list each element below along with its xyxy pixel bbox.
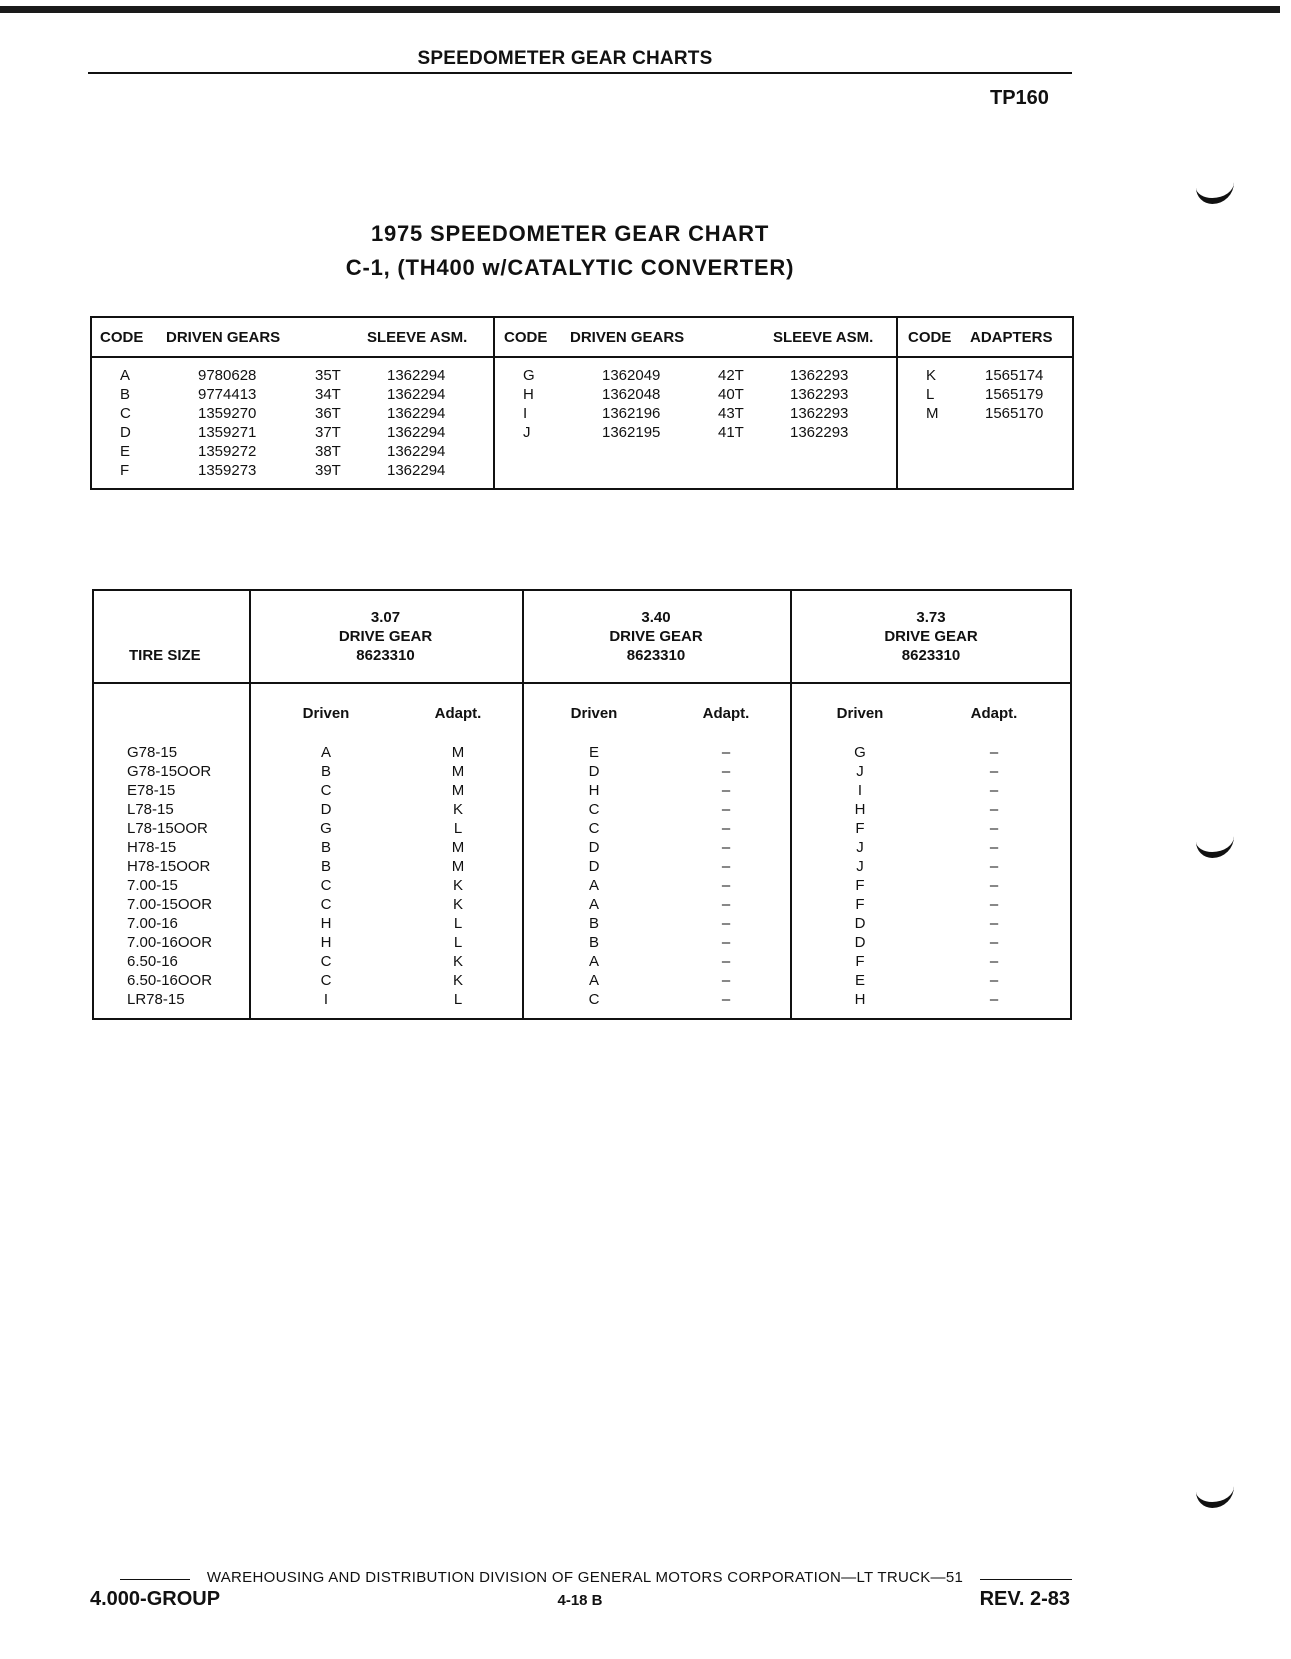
gear-part-number: 1362049 [602,367,661,384]
driven-gear-code: A [588,972,599,989]
gear-code: D [120,424,131,441]
driven-gear-code: D [854,915,866,932]
gear-part-number: 1359273 [198,462,257,479]
tire-size: H78-15 [127,839,177,856]
driven-gear-code: C [320,896,332,913]
tire-size: 7.00-15OOR [127,896,213,913]
driven-gear-code: I [323,991,329,1008]
adapter-code: – [721,858,731,875]
footer-revision: REV. 2-83 [979,1588,1070,1610]
gear-teeth: 38T [315,443,341,460]
gear-teeth: 35T [315,367,341,384]
col-header-code: CODE [504,329,548,346]
gear-teeth: 39T [315,462,341,479]
driven-gear-code: F [855,820,865,837]
gear-teeth: 36T [315,405,341,422]
driven-gear-code: A [320,744,331,761]
driven-gear-code: G [854,744,866,761]
gears-table-divider-2 [896,316,898,490]
adapter-code: – [721,972,731,989]
driven-gear-code: B [588,915,599,932]
sleeve-part-number: 1362293 [790,405,849,422]
driven-gear-code: G [320,820,332,837]
col-header-sleeve-asm: SLEEVE ASM. [367,329,468,346]
adapter-code: – [989,915,999,932]
adapter-code: K [452,877,463,894]
footer-rule-right [980,1579,1072,1580]
gear-teeth: 41T [718,424,744,441]
gear-part-number: 1359272 [198,443,257,460]
adapter-part-number: 1565170 [985,405,1044,422]
adapter-code: L [453,915,463,932]
gear-code: I [523,405,528,422]
driven-gear-code: D [854,934,866,951]
sleeve-part-number: 1362294 [387,424,446,441]
driven-gear-code: H [854,991,866,1008]
gear-part-number: 9774413 [198,386,257,403]
adapter-code: – [721,801,731,818]
tire-size: 7.00-16OOR [127,934,213,951]
tire-size: 6.50-16OOR [127,972,213,989]
driven-gear-code: H [320,915,332,932]
page-header-title: SPEEDOMETER GEAR CHARTS [417,48,713,69]
gear-part-number: 1362195 [602,424,661,441]
sub-header-driven: Driven [836,705,884,722]
adapter-code: – [989,953,999,970]
gear-part-number: 1359270 [198,405,257,422]
adapter-code: – [989,991,999,1008]
adapter-code: M [451,744,465,761]
gears-table-header-rule [90,356,1074,358]
chart-title: 1975 SPEEDOMETER GEAR CHART [370,221,770,246]
driven-gear-code: C [320,972,332,989]
driven-gear-code: H [854,801,866,818]
adapter-code: K [452,896,463,913]
tire-size: E78-15 [127,782,176,799]
adapter-code: – [721,991,731,1008]
footer-group: 4.000-GROUP [90,1588,221,1610]
col-header-driven-gears: DRIVEN GEARS [166,329,281,346]
gear-teeth: 37T [315,424,341,441]
adapter-code: L [453,991,463,1008]
adapter-code: – [989,839,999,856]
driven-gear-code: C [588,991,600,1008]
driven-gear-code: A [588,877,599,894]
driven-gear-code: C [588,820,600,837]
gear-code: A [120,367,131,384]
sleeve-part-number: 1362293 [790,424,849,441]
driven-gear-code: D [320,801,332,818]
chart-subtitle: C-1, (TH400 w/CATALYTIC CONVERTER) [345,255,795,280]
tire-size: G78-15 [127,744,178,761]
tire-size: G78-15OOR [127,763,212,780]
footer-page-number: 4-18 B [557,1592,603,1609]
adapter-code: – [989,801,999,818]
driven-gear-code: B [588,934,599,951]
tire-size: L78-15OOR [127,820,208,837]
drive-gear-part: 8623310 [356,647,415,664]
gear-code: H [523,386,534,403]
driven-gear-code: B [320,858,331,875]
adapter-code: K [452,972,463,989]
driven-gear-code: J [856,858,864,875]
gear-part-number: 9780628 [198,367,257,384]
tire-size-header: TIRE SIZE [129,647,201,664]
sub-header-adapt: Adapt. [434,705,482,722]
driven-gear-code: C [588,801,600,818]
sub-header-driven: Driven [570,705,618,722]
footer-rule-left [120,1579,190,1580]
driven-gear-code: D [588,839,600,856]
gear-part-number: 1362048 [602,386,661,403]
adapter-code: M [451,858,465,875]
driven-gear-code: H [588,782,600,799]
adapter-code: – [721,896,731,913]
driven-gear-code: I [857,782,863,799]
page-code: TP160 [990,87,1049,109]
adapter-code: L [453,934,463,951]
adapter-code: – [989,877,999,894]
drive-gear-label: DRIVE GEAR [338,628,433,645]
tire-size: LR78-15 [127,991,185,1008]
adapter-code: K [926,367,937,384]
adapter-code: – [989,934,999,951]
header-rule [88,72,1072,74]
adapter-code: – [989,896,999,913]
drive-gear-label: DRIVE GEAR [884,628,978,645]
adapter-code: M [451,839,465,856]
tire-table-header-rule [92,682,1072,684]
drive-gear-ratio: 3.40 [641,609,671,626]
drive-gear-ratio: 3.07 [370,609,401,626]
adapter-code: – [989,972,999,989]
binding-hole-mark [1196,1480,1234,1508]
adapter-code: – [989,782,999,799]
gear-code: C [120,405,131,422]
sleeve-part-number: 1362294 [387,462,446,479]
driven-gear-code: H [320,934,332,951]
adapter-code: M [926,405,939,422]
tire-size: L78-15 [127,801,174,818]
sub-header-adapt: Adapt. [702,705,750,722]
sleeve-part-number: 1362294 [387,443,446,460]
adapter-code: – [721,953,731,970]
gear-code: F [120,462,130,479]
col-header-code: CODE [100,329,144,346]
sleeve-part-number: 1362294 [387,386,446,403]
gear-part-number: 1359271 [198,424,257,441]
col-header-sleeve-asm: SLEEVE ASM. [773,329,874,346]
sleeve-part-number: 1362294 [387,367,446,384]
adapter-part-number: 1565179 [985,386,1044,403]
gear-part-number: 1362196 [602,405,661,422]
drive-gear-ratio: 3.73 [916,609,946,626]
footer-division: WAREHOUSING AND DISTRIBUTION DIVISION OF GENERAL MOTORS CORPORATION—LT TRUCK—51 [206,1569,964,1586]
adapter-code: L [453,820,463,837]
driven-gear-code: F [855,877,865,894]
adapter-code: M [451,763,465,780]
driven-gear-code: E [854,972,865,989]
drive-gear-part: 8623310 [901,647,961,664]
gear-code: E [120,443,131,460]
adapter-part-number: 1565174 [985,367,1044,384]
driven-gear-code: J [856,839,864,856]
adapter-code: – [989,820,999,837]
col-header-driven-gears: DRIVEN GEARS [570,329,685,346]
adapter-code: – [721,744,731,761]
adapter-code: – [721,915,731,932]
sleeve-part-number: 1362294 [387,405,446,422]
driven-gear-code: J [856,763,864,780]
col-header-adapters: ADAPTERS [970,329,1053,346]
sleeve-part-number: 1362293 [790,386,849,403]
driven-gear-code: B [320,763,331,780]
adapter-code: – [989,744,999,761]
gear-code: B [120,386,131,403]
adapter-code: M [451,782,465,799]
tire-size: H78-15OOR [127,858,211,875]
adapter-code: – [721,839,731,856]
sleeve-part-number: 1362293 [790,367,849,384]
tire-size: 7.00-15 [127,877,178,894]
drive-gear-label: DRIVE GEAR [609,628,703,645]
top-border-bar [0,6,1280,13]
gear-code: G [523,367,535,384]
gear-teeth: 40T [718,386,744,403]
driven-gear-code: F [855,953,865,970]
drive-gear-part: 8623310 [626,647,686,664]
gear-teeth: 43T [718,405,744,422]
driven-gear-code: F [855,896,865,913]
driven-gear-code: C [320,782,332,799]
driven-gear-code: E [588,744,599,761]
driven-gear-code: C [320,953,332,970]
adapter-code: K [452,801,463,818]
adapter-code: – [721,782,731,799]
sub-header-adapt: Adapt. [970,705,1018,722]
tire-size: 6.50-16 [127,953,178,970]
adapter-code: L [926,386,935,403]
driven-gear-code: A [588,896,599,913]
driven-gear-code: B [320,839,331,856]
driven-gear-code: D [588,763,600,780]
adapter-code: – [721,934,731,951]
gear-code: J [523,424,531,441]
driven-gear-code: D [588,858,600,875]
adapter-code: – [989,763,999,780]
driven-gear-code: C [320,877,332,894]
col-header-code: CODE [908,329,952,346]
gear-teeth: 34T [315,386,341,403]
binding-hole-mark [1196,176,1234,204]
adapter-code: – [989,858,999,875]
binding-hole-mark [1196,830,1234,858]
gears-table-divider-1 [493,316,495,490]
gear-teeth: 42T [718,367,744,384]
adapter-code: – [721,763,731,780]
sub-header-driven: Driven [302,705,350,722]
tire-size: 7.00-16 [127,915,178,932]
adapter-code: K [452,953,463,970]
adapter-code: – [721,877,731,894]
driven-gear-code: A [588,953,599,970]
adapter-code: – [721,820,731,837]
